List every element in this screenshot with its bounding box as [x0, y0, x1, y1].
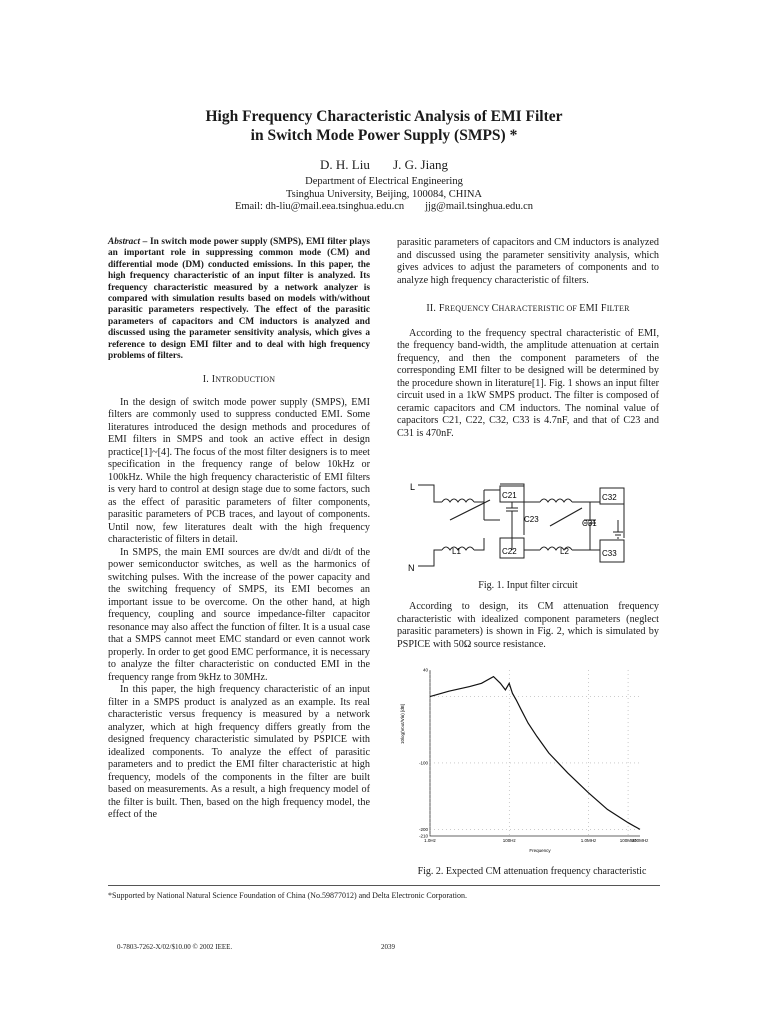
x-tick-label-0: 1.0Hz [424, 838, 436, 843]
inductor-l1-top [442, 499, 474, 502]
title-line-1: High Frequency Characteristic Analysis of EMI Filter [205, 108, 563, 125]
label-l2: L2 [560, 547, 569, 556]
affil-univ: Tsinghua University, Beijing, 100084, CHINA [285, 188, 483, 200]
series-line-cm-attenuation [430, 677, 640, 830]
y-tick-label-2: -200 [418, 826, 428, 832]
title-line-2: in Switch Mode Power Supply (SMPS) * [250, 127, 518, 144]
ground-symbol [613, 520, 623, 538]
abstract-text: – In switch mode power supply (SMPS), EMI filter plays an important role in suppressing common mode (CM) and differential mode (DM) conducted emissions. In this paper, the high frequency characteristic of an input filter is analyzed. Its frequency characteristic measured by a network analyzer is compared with simulation results based on models with/without parasitic parameters respectively. The effect of the parasitic parameters of capacitors and CM inductors is analyzed and discussed using the parameter sensitivity analysis, which gives a reference to design EMI filter and to deal with high frequency problems of filters. [108, 237, 370, 362]
label-l: L [410, 482, 416, 492]
abstract-label: Abstract [108, 237, 141, 247]
affil-dept: Department of Electrical Engineering [305, 176, 463, 187]
intro-rest: NTRODUCTION [215, 375, 276, 385]
line-l-wire [418, 485, 442, 502]
label-c31: C31 [582, 519, 597, 528]
sec2-c: C [491, 303, 499, 314]
y-tick-label-0: 40 [422, 667, 428, 673]
sec2-f: ILTER [606, 304, 630, 313]
chart-grid [430, 670, 640, 836]
chart-axes [430, 670, 640, 836]
sec2-b: REQUENCY [444, 304, 492, 313]
intro-num: I. [202, 374, 212, 386]
right-paragraph-0: parasitic parameters of capacitors and CM inductors is analyzed and discussed using the parameter sensitivity analysis, which gives advices to adjust the parameters of components and to analyze high frequency characteristic of filters. [397, 237, 659, 286]
x-tick-label-4: 200MHz [631, 838, 649, 843]
label-l1: L1 [452, 547, 461, 556]
coupling-diagonals [450, 500, 582, 526]
label-c33: C33 [602, 549, 617, 558]
x-tick-label-2: 1.0MHz [580, 838, 597, 843]
x-tick-label-3: 100MHz [619, 838, 637, 843]
sec2-e: EMI F [579, 303, 607, 314]
label-c22: C22 [502, 547, 517, 556]
freq-paragraph-2-block [397, 601, 659, 651]
inductor-l2-top [540, 499, 572, 502]
affiliation [0, 176, 768, 214]
footnote-rule [108, 885, 660, 886]
page-number: 2039 [381, 943, 395, 951]
left-column [108, 237, 370, 822]
y-tick-label-3: -210 [418, 833, 428, 839]
label-c23: C23 [524, 515, 539, 524]
freq-paragraph-1: According to the frequency spectral characteristic of EMI, the frequency band-width, the amplitude attenuation at certain frequency, and then the component parameters of the corresponding EMI filter to be designed will be determined by the procedure shown in literature[1]. Fig. 1 shows an input filter circuit used in a 1kW SMPS product. The filter is composed of ceramic capacitors and CM inductors. The nominal value of capacitors C21, C22, C32, C33 is 4.7nF, and that of C23 and C31 is 470nF. [397, 327, 659, 439]
x-tick-label-1: 100Hz [502, 838, 516, 843]
authors [0, 157, 768, 173]
author-1: D. H. Liu [320, 157, 370, 172]
input-filter-circuit [400, 480, 640, 575]
intro-paragraph-3: In this paper, the high frequency characteristic of an input filter in a SMPS product is analyzed as an example. Its real characteristic versus frequency is measured by a network analyzer, which at high frequency differs greatly from the designed frequency characteristic simulated by PSPICE with idealized components. To analyze the effect of parasitic parameters and to predict the EMI filter characteristic at high frequency, models of the components in the filter are built based on measurements. As a result, a high frequency model of the filter is built. Then, based on the high frequency model, the effect of the [108, 684, 370, 821]
y-tick-label-1: -100 [418, 760, 428, 766]
attenuation-chart [400, 664, 660, 856]
label-c32: C32 [602, 493, 617, 502]
x-axis-label: Frequency [529, 848, 551, 853]
sec2-a: F [438, 303, 445, 314]
sec2-d: HARACTERISTIC OF [498, 304, 580, 313]
intro-paragraph-2: In SMPS, the main EMI sources are dv/dt and di/dt of the power semiconductor switches, as well as the harmonics of switching pulses. With the increase of the power capacity and the switching frequency of SMPS, its EMI becomes an important issue to be overcome. On the other hand, at high frequency, coupling and source impedance-filter capacitor resonance may also affect the function of filter. It is a usual case that a SMPS cannot meet EMC standard or even cannot work properly. In order to get good EMC performance, it is necessary to analyze the filter characteristic on conducted EMI in the frequency range from 9kHz to 30MHz. [108, 546, 370, 683]
c23-cap [506, 502, 518, 550]
figure-1-caption: Fig. 1. Input filter circuit [478, 580, 578, 591]
intro-first: I [211, 374, 216, 386]
author-2: J. G. Jiang [393, 157, 448, 172]
figure-2-caption: Fig. 2. Expected CM attenuation frequency characteristic [417, 866, 647, 877]
abstract [108, 237, 370, 362]
label-n: N [408, 563, 415, 573]
chart-ticks [419, 668, 649, 844]
freq-paragraph-2: According to design, its CM attenuation frequency characteristic with idealized component parameters (neglect parasitic parameters) is shown in Fig. 2, which is simulated by PSPICE with 50Ω source resistance. [397, 601, 659, 650]
section-heading-intro [108, 374, 370, 387]
line-n-wire [418, 550, 442, 566]
affil-email: Email: dh-liu@mail.eea.tsinghua.edu.cn jjg@mail.tsinghua.edu.cn [234, 201, 534, 212]
paper-title [0, 107, 768, 145]
right-column [397, 237, 659, 440]
y-axis-label: 10log(Vout/Vin) [dB] [400, 704, 405, 744]
intro-paragraph-1: In the design of switch mode power supply (SMPS), EMI filters are commonly used to suppress conducted EMI. Some literatures introduced the design methods and procedures of EMI filters in SMPS and took an active effect in design practice[1]~[4]. The focus of the most filter designers is to meet specification in the frequency range of below 10kHz or 100kHz. While the high frequency characteristic of EMI filters is very hard to control at design stage due to some factors, such as the effect of parasitic parameters of filter components, parasitic parameters of PCB traces, and layout of components. Until now, few literatures dealt with the high frequency characteristic of filters in detail. [108, 396, 370, 546]
sec2-num: II. [426, 303, 439, 314]
label-c21: C21 [502, 491, 517, 500]
section-heading-freq [397, 303, 659, 316]
footer-copyright: 0-7803-7262-X/02/$10.00 © 2002 IEEE. [117, 943, 233, 951]
footnote: *Supported by National Natural Science Foundation of China (No.59877012) and Delta Electronic Corporation. [108, 891, 468, 900]
